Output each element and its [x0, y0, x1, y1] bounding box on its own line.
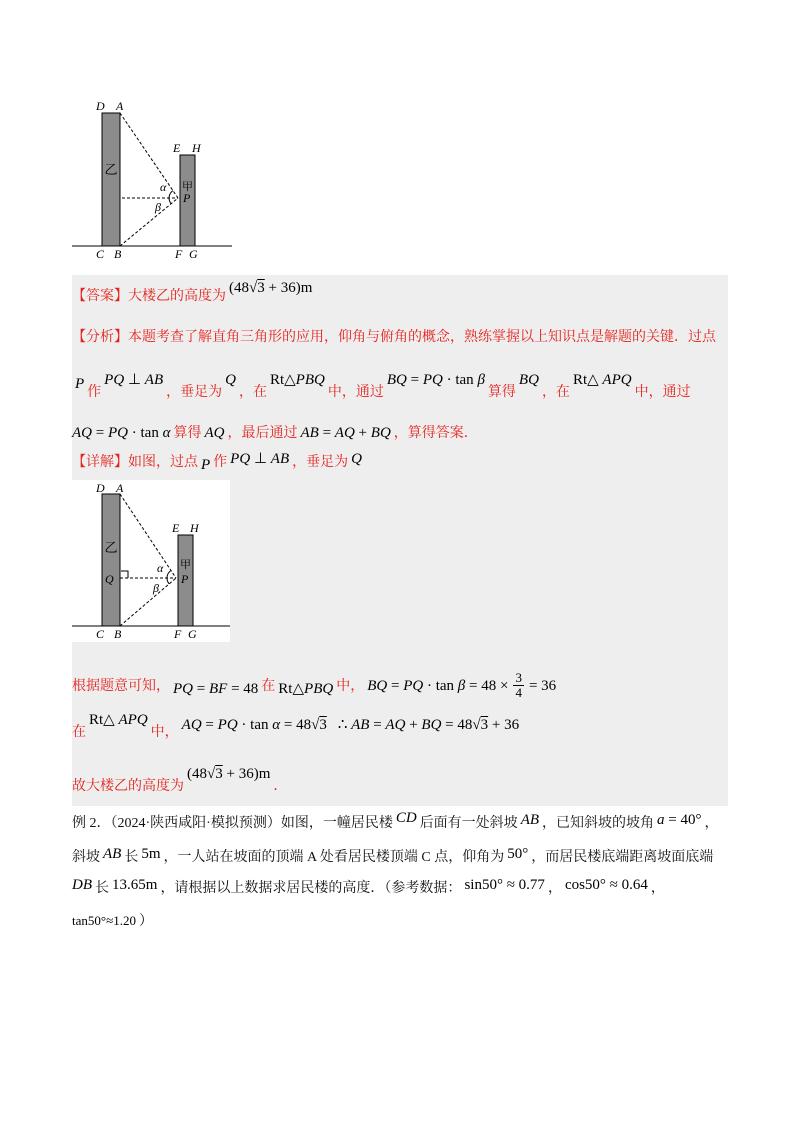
label-alpha: α	[157, 561, 164, 575]
label-g: G	[188, 627, 197, 641]
example-line-3	[72, 878, 665, 898]
detail-line-4	[72, 766, 288, 796]
fraction-numerator: 3	[515, 670, 522, 685]
analysis-text: 算得	[487, 385, 516, 400]
ab-math: AB	[520, 812, 540, 828]
fraction-three-quarters	[513, 671, 524, 700]
perpendicular-math: PQ ⊥ AB	[104, 372, 164, 388]
analysis-text: 中，通过	[327, 385, 384, 400]
detail-text: 在	[261, 678, 276, 694]
bq-result-math: = 36	[528, 677, 557, 694]
triangle-apq-math: Rt△ APQ	[572, 372, 632, 388]
ab-sum-math: AB = AQ + BQ	[300, 425, 391, 441]
example-text: ，	[704, 816, 719, 831]
analysis-text: ，最后通过	[227, 426, 298, 441]
analysis-line-1	[72, 328, 716, 348]
example-line-2	[72, 847, 713, 867]
analysis-text: ，在	[541, 385, 570, 400]
perpendicular-math: PQ ⊥ AB	[230, 451, 290, 467]
detail-text: 根据题意可知，	[72, 678, 170, 694]
answer-line	[72, 280, 315, 306]
detail-text: 【详解】如图，过点	[72, 455, 198, 470]
label-beta: β	[155, 200, 161, 214]
height-value-math: (48√3 + 36)m	[187, 766, 271, 782]
example-text: ，已知斜坡的坡角	[542, 816, 655, 831]
figure-buildings-1	[72, 98, 232, 264]
analysis-text: ，在	[238, 385, 267, 400]
example-text: ，而居民楼底端距离坡面底端	[531, 850, 714, 865]
label-b: B	[114, 247, 122, 261]
example-text: 长	[95, 881, 110, 896]
pq-equals-math: PQ = BF = 48	[173, 680, 259, 697]
label-a: A	[116, 481, 124, 495]
label-h: H	[190, 521, 199, 535]
label-alpha: α	[160, 180, 167, 194]
detail-line-1	[72, 452, 365, 472]
label-building-jia: 甲	[182, 181, 193, 193]
example-text: 斜坡	[72, 850, 100, 865]
example-text: ，请根据以上数据求居民楼的高度．（参考数据：	[160, 881, 462, 896]
label-q: Q	[105, 572, 114, 586]
detail-text: 中，	[336, 678, 365, 694]
building-yi	[102, 113, 120, 246]
label-beta: β	[153, 581, 159, 595]
elevation-angle-math: 50°	[507, 846, 529, 862]
figure-background	[72, 480, 230, 642]
label-p: P	[183, 191, 191, 205]
slope-angle-math: a = 40°	[657, 812, 702, 828]
point-p-math: P	[75, 376, 85, 392]
cd-math: CD	[395, 810, 417, 826]
example-line-4	[72, 911, 153, 931]
figure-buildings-2	[72, 480, 230, 642]
ab-math: AB	[103, 846, 122, 862]
sin-value-math: sin50° ≈ 0.77	[464, 877, 545, 893]
triangle-pbq-math: Rt△PBQ	[269, 372, 325, 388]
point-q-math: Q	[225, 372, 236, 388]
conclusion-period: ．	[273, 779, 288, 794]
analysis-text: ，垂足为	[166, 385, 223, 400]
label-d: D	[96, 481, 105, 495]
ab-result-math: ∴ AB = AQ + BQ = 48√3 + 36	[337, 717, 520, 733]
detail-text: 中，	[150, 725, 179, 740]
conclusion-text: 故大楼乙的高度为	[72, 779, 184, 794]
example-text: 例 2．（2024·陕西咸阳·模拟预测）如图，一幢居民楼	[72, 816, 393, 831]
sightline-to-top-a	[120, 113, 178, 198]
detail-line-3	[72, 712, 522, 740]
tan-value-math: tan50°≈1.20	[72, 913, 136, 928]
bq-math: BQ	[518, 372, 539, 388]
label-e: E	[172, 521, 180, 535]
label-f: F	[174, 627, 182, 641]
example-line-1	[72, 810, 719, 833]
detail-text: ，垂足为	[292, 455, 349, 470]
example-text: ）	[138, 914, 153, 929]
answer-value: (48√3 + 36)m	[229, 280, 313, 296]
analysis-text: 作	[87, 385, 102, 400]
sightline-to-bottom-b	[120, 198, 178, 246]
aq-math: AQ	[204, 425, 225, 441]
example-text: 后面有一处斜坡	[419, 816, 518, 831]
point-p-math: P	[201, 457, 211, 473]
label-building-jia: 甲	[180, 559, 191, 571]
label-d: D	[96, 99, 105, 113]
aq-calc-math: AQ = PQ · tan α = 48√3	[181, 717, 327, 733]
fraction-denominator: 4	[515, 685, 522, 700]
label-h: H	[192, 141, 201, 155]
analysis-line-2	[72, 372, 691, 402]
label-p: P	[181, 572, 189, 586]
building-yi	[102, 494, 120, 626]
label-building-yi: 乙	[104, 162, 118, 177]
analysis-text: 中，通过	[634, 385, 691, 400]
analysis-text: 算得	[173, 426, 202, 441]
analysis-text: ，算得答案．	[393, 426, 478, 441]
label-g: G	[189, 247, 198, 261]
example-text: ，一人站在坡面的顶端 A 处看居民楼顶端 C 点，仰角为	[163, 850, 505, 865]
angle-arc	[169, 191, 173, 204]
detail-text: 作	[213, 455, 228, 470]
label-c: C	[96, 627, 105, 641]
example-text: 长	[124, 850, 139, 865]
length-db-math: 13.65m	[112, 877, 158, 893]
label-f: F	[175, 247, 183, 261]
triangle-pbq-math: Rt△PBQ	[278, 680, 334, 697]
aq-formula-math: AQ = PQ · tan α	[72, 425, 171, 441]
label-c: C	[96, 247, 105, 261]
example-text: ，	[650, 881, 665, 896]
triangle-apq-math: Rt△ APQ	[89, 712, 148, 728]
analysis-line-3	[72, 423, 478, 443]
bq-calc-math: BQ = PQ · tan β = 48 ×	[367, 677, 509, 694]
detail-text: 在	[72, 725, 86, 740]
label-a: A	[116, 99, 124, 113]
answer-label: 【答案】大楼乙的高度为	[72, 289, 226, 304]
bq-formula-math: BQ = PQ · tan β	[386, 372, 485, 388]
analysis-text: 【分析】本题考查了解直角三角形的应用，仰角与俯角的概念，熟练掌握以上知识点是解题的关键．过点	[72, 330, 716, 345]
label-b: B	[114, 627, 122, 641]
length-5m-math: 5m	[141, 846, 161, 862]
detail-line-2	[72, 670, 559, 700]
label-e: E	[173, 141, 181, 155]
db-math: DB	[72, 877, 93, 893]
cos-value-math: cos50° ≈ 0.64	[564, 877, 648, 893]
point-q-math: Q	[351, 451, 362, 467]
label-building-yi: 乙	[104, 540, 118, 555]
example-text: ，	[547, 881, 562, 896]
